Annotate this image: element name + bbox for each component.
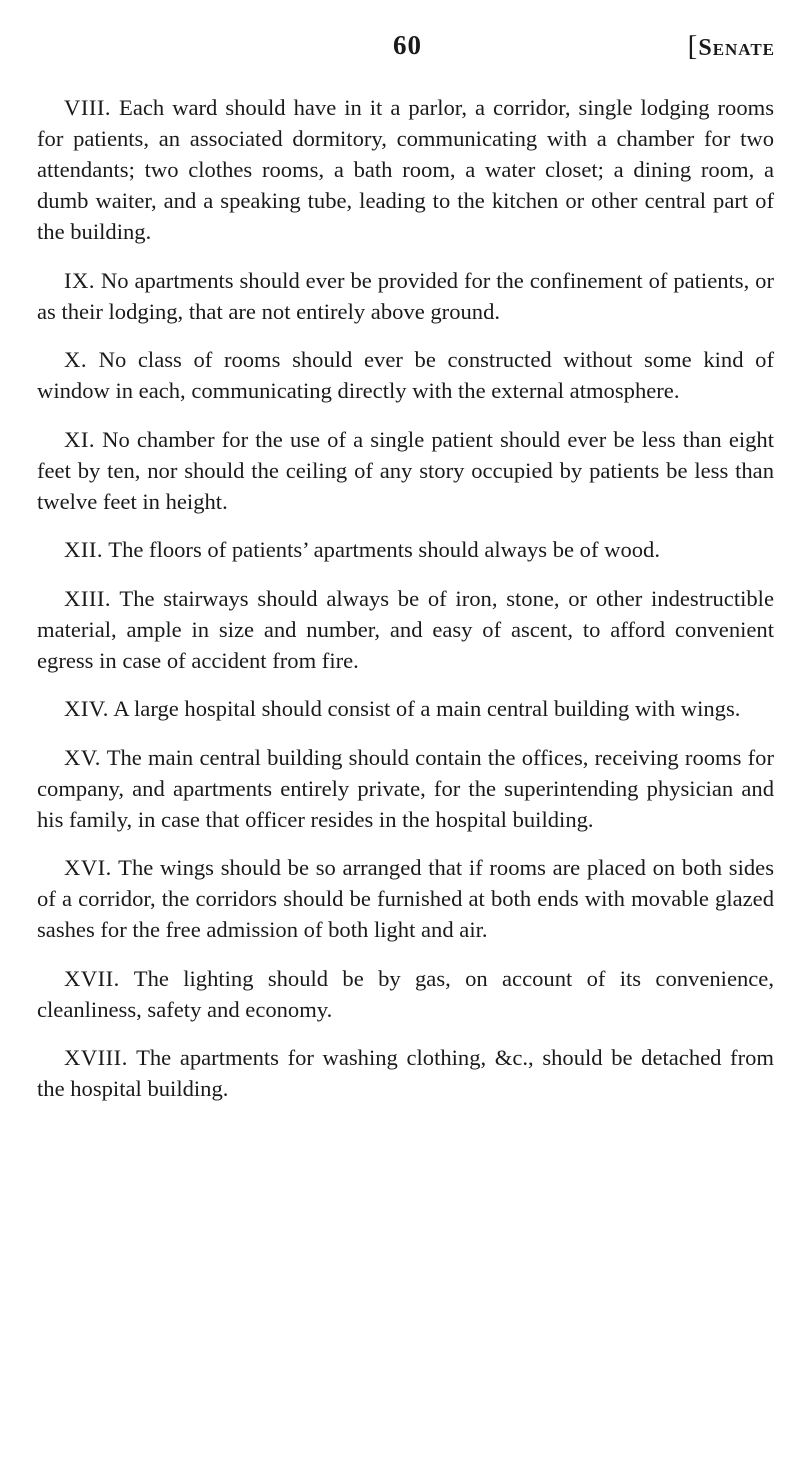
paragraph-numeral: IX. [64,267,95,293]
paragraph-xvii [37,963,774,1025]
paragraph-numeral: VIII. [64,95,112,120]
paragraph-text: No class of rooms should ever be constructed without some kind of window in each, communicating directly with the external atmosphere. [37,347,774,403]
paragraph-text: A large hospital should consist of a main central building with wings. [113,696,741,721]
paragraph-numeral: XIII. [64,585,112,611]
running-head [40,30,775,70]
section-label: Senate [698,35,775,61]
paragraph-x [37,344,774,406]
paragraph-viii [37,92,774,247]
paragraph-xv [37,742,774,835]
paragraph-numeral: XVIII. [64,1045,128,1070]
paragraph-numeral: XVI. [64,855,112,880]
body-text [37,92,774,1122]
paragraph-text: No chamber for the use of a single patient should ever be less than eight feet by ten, nor should the ceiling of any story occupied by patients be less than twelve feet in height. [37,426,774,514]
paragraph-xviii [37,1042,774,1104]
paragraph-xiii [37,583,774,676]
paragraph-text: The stairways should always be of iron, stone, or other indestructible material, ample in size and number, and easy of ascent, to afford convenient egress in case of accident from fire. [37,585,774,673]
section-bracket: [ [687,30,699,62]
paragraph-text: Each ward should have in it a parlor, a corridor, single lodging rooms for patients, an associated dormitory, communicating with a chamber for two attendants; two clothes rooms, a bath room, a water closet; a dining room, a dumb waiter, and a speaking tube, leading to the kitchen or other central part of the building. [37,95,775,244]
paragraph-text: The lighting should be by gas, on account of its convenience, cleanliness, safety and economy. [37,965,774,1022]
paragraph-numeral: XII. [64,537,104,562]
paragraph-xvi [37,852,774,945]
paragraph-numeral: XVII. [64,965,120,991]
paragraph-numeral: X. [64,347,87,372]
paragraph-text: The apartments for washing clothing, &c., should be detached from the hospital building. [37,1045,774,1101]
paragraph-xiv [37,693,774,724]
paragraph-text: The floors of patients’ apartments should always be of wood. [108,537,661,562]
paragraph-xii [37,534,774,565]
paragraph-numeral: XI. [64,426,95,452]
paragraph-text: No apartments should ever be provided for the confinement of patients, or as their lodging, that are not entirely above ground. [37,267,774,324]
paragraph-xi [37,424,774,517]
paragraph-ix [37,265,774,327]
paragraph-numeral: XV. [64,744,101,770]
paragraph-text: The main central building should contain the offices, receiving rooms for company, and apartments entirely private, for the superintending physician and his family, in case that officer resides in the hospital building. [37,744,774,832]
paragraph-text: The wings should be so arranged that if rooms are placed on both sides of a corridor, the corridors should be furnished at both ends with movable glazed sashes for the free admission of both light and air. [37,855,774,942]
section-heading [688,30,775,63]
page-number: 60 [393,30,422,60]
paragraph-numeral: XIV. [64,696,109,721]
